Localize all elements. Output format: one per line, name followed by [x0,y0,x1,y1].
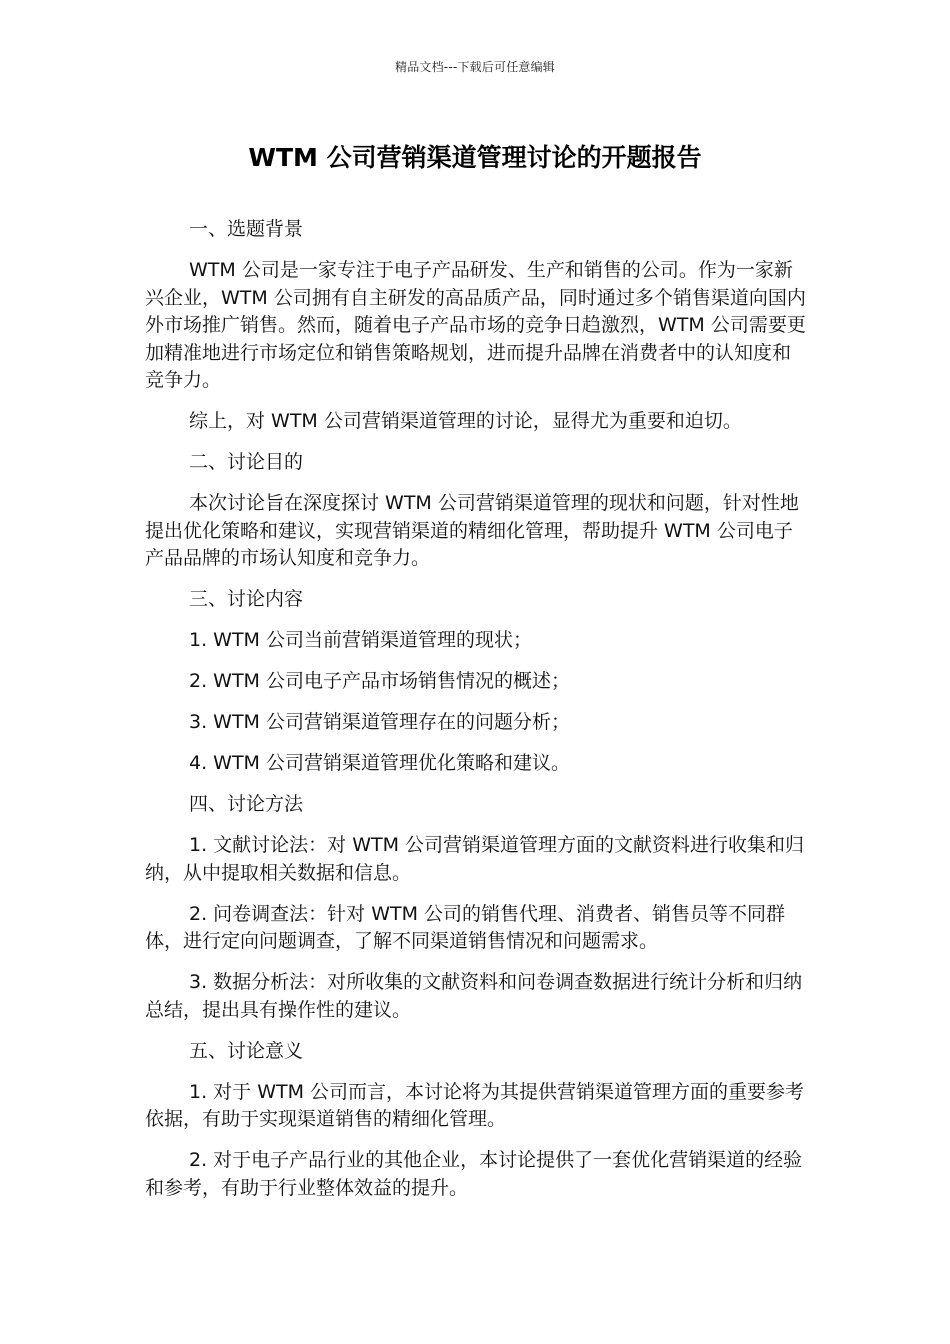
section-heading-purpose: 二、讨论目的 [189,451,304,473]
section-heading-background: 一、选题背景 [189,218,304,240]
list-item-method-2: 2. 问卷调查法：针对 WTM 公司的销售代理、消费者、销售员等不同群体，进行定向问题调查，了解不同渠道销售情况和问题需求。 [145,902,786,952]
list-item-method-1: 1. 文献讨论法：对 WTM 公司营销渠道管理方面的文献资料进行收集和归纳，从中提取相关数据和信息。 [145,834,805,884]
section-heading-content: 三、讨论内容 [189,588,304,610]
list-item-significance-1: 1. 对于 WTM 公司而言，本讨论将为其提供营销渠道管理方面的重要参考依据，有助于实现渠道销售的精细化管理。 [145,1080,805,1130]
list-item-method-3: 3. 数据分析法：对所收集的文献资料和问卷调查数据进行统计分析和归纳总结，提出具有操作性的建议。 [145,971,803,1021]
paragraph-background: WTM 公司是一家专注于电子产品研发、生产和销售的公司。作为一家新兴企业，WTM 公司拥有自主研发的高品质产品，同时通过多个销售渠道向国内外市场推广销售。然而，随着电子产品市场的竞争日趋激烈，WTM 公司需要更加精准地进行市场定位和销售策略规划，进而提升品牌在消费者中的认知度和竞争力。 [145,259,806,391]
paragraph-purpose: 本次讨论旨在深度探讨 WTM 公司营销渠道管理的现状和问题，针对性地提出优化策略和建议，实现营销渠道的精细化管理，帮助提升 WTM 公司电子产品品牌的市场认知度和竞争力。 [145,492,799,569]
list-item-content-2: 2. WTM 公司电子产品市场销售情况的概述； [189,670,570,692]
section-heading-significance: 五、讨论意义 [189,1039,304,1062]
list-item-content-1: 1. WTM 公司当前营销渠道管理的现状； [189,629,532,651]
document-body [145,216,807,1216]
section-heading-methods: 四、讨论方法 [189,793,304,815]
list-item-content-3: 3. WTM 公司营销渠道管理存在的问题分析； [189,711,570,733]
header-note: 精品文档---下载后可任意编辑 [395,60,555,74]
list-item-significance-2: 2. 对于电子产品行业的其他企业，本讨论提供了一套优化营销渠道的经验和参考，有助于行业整体效益的提升。 [145,1149,803,1199]
document-title: WTM 公司营销渠道管理讨论的开题报告 [248,143,702,172]
list-item-content-4: 4. WTM 公司营销渠道管理优化策略和建议。 [189,752,570,774]
paragraph-summary: 综上，对 WTM 公司营销渠道管理的讨论，显得尤为重要和迫切。 [189,410,742,432]
